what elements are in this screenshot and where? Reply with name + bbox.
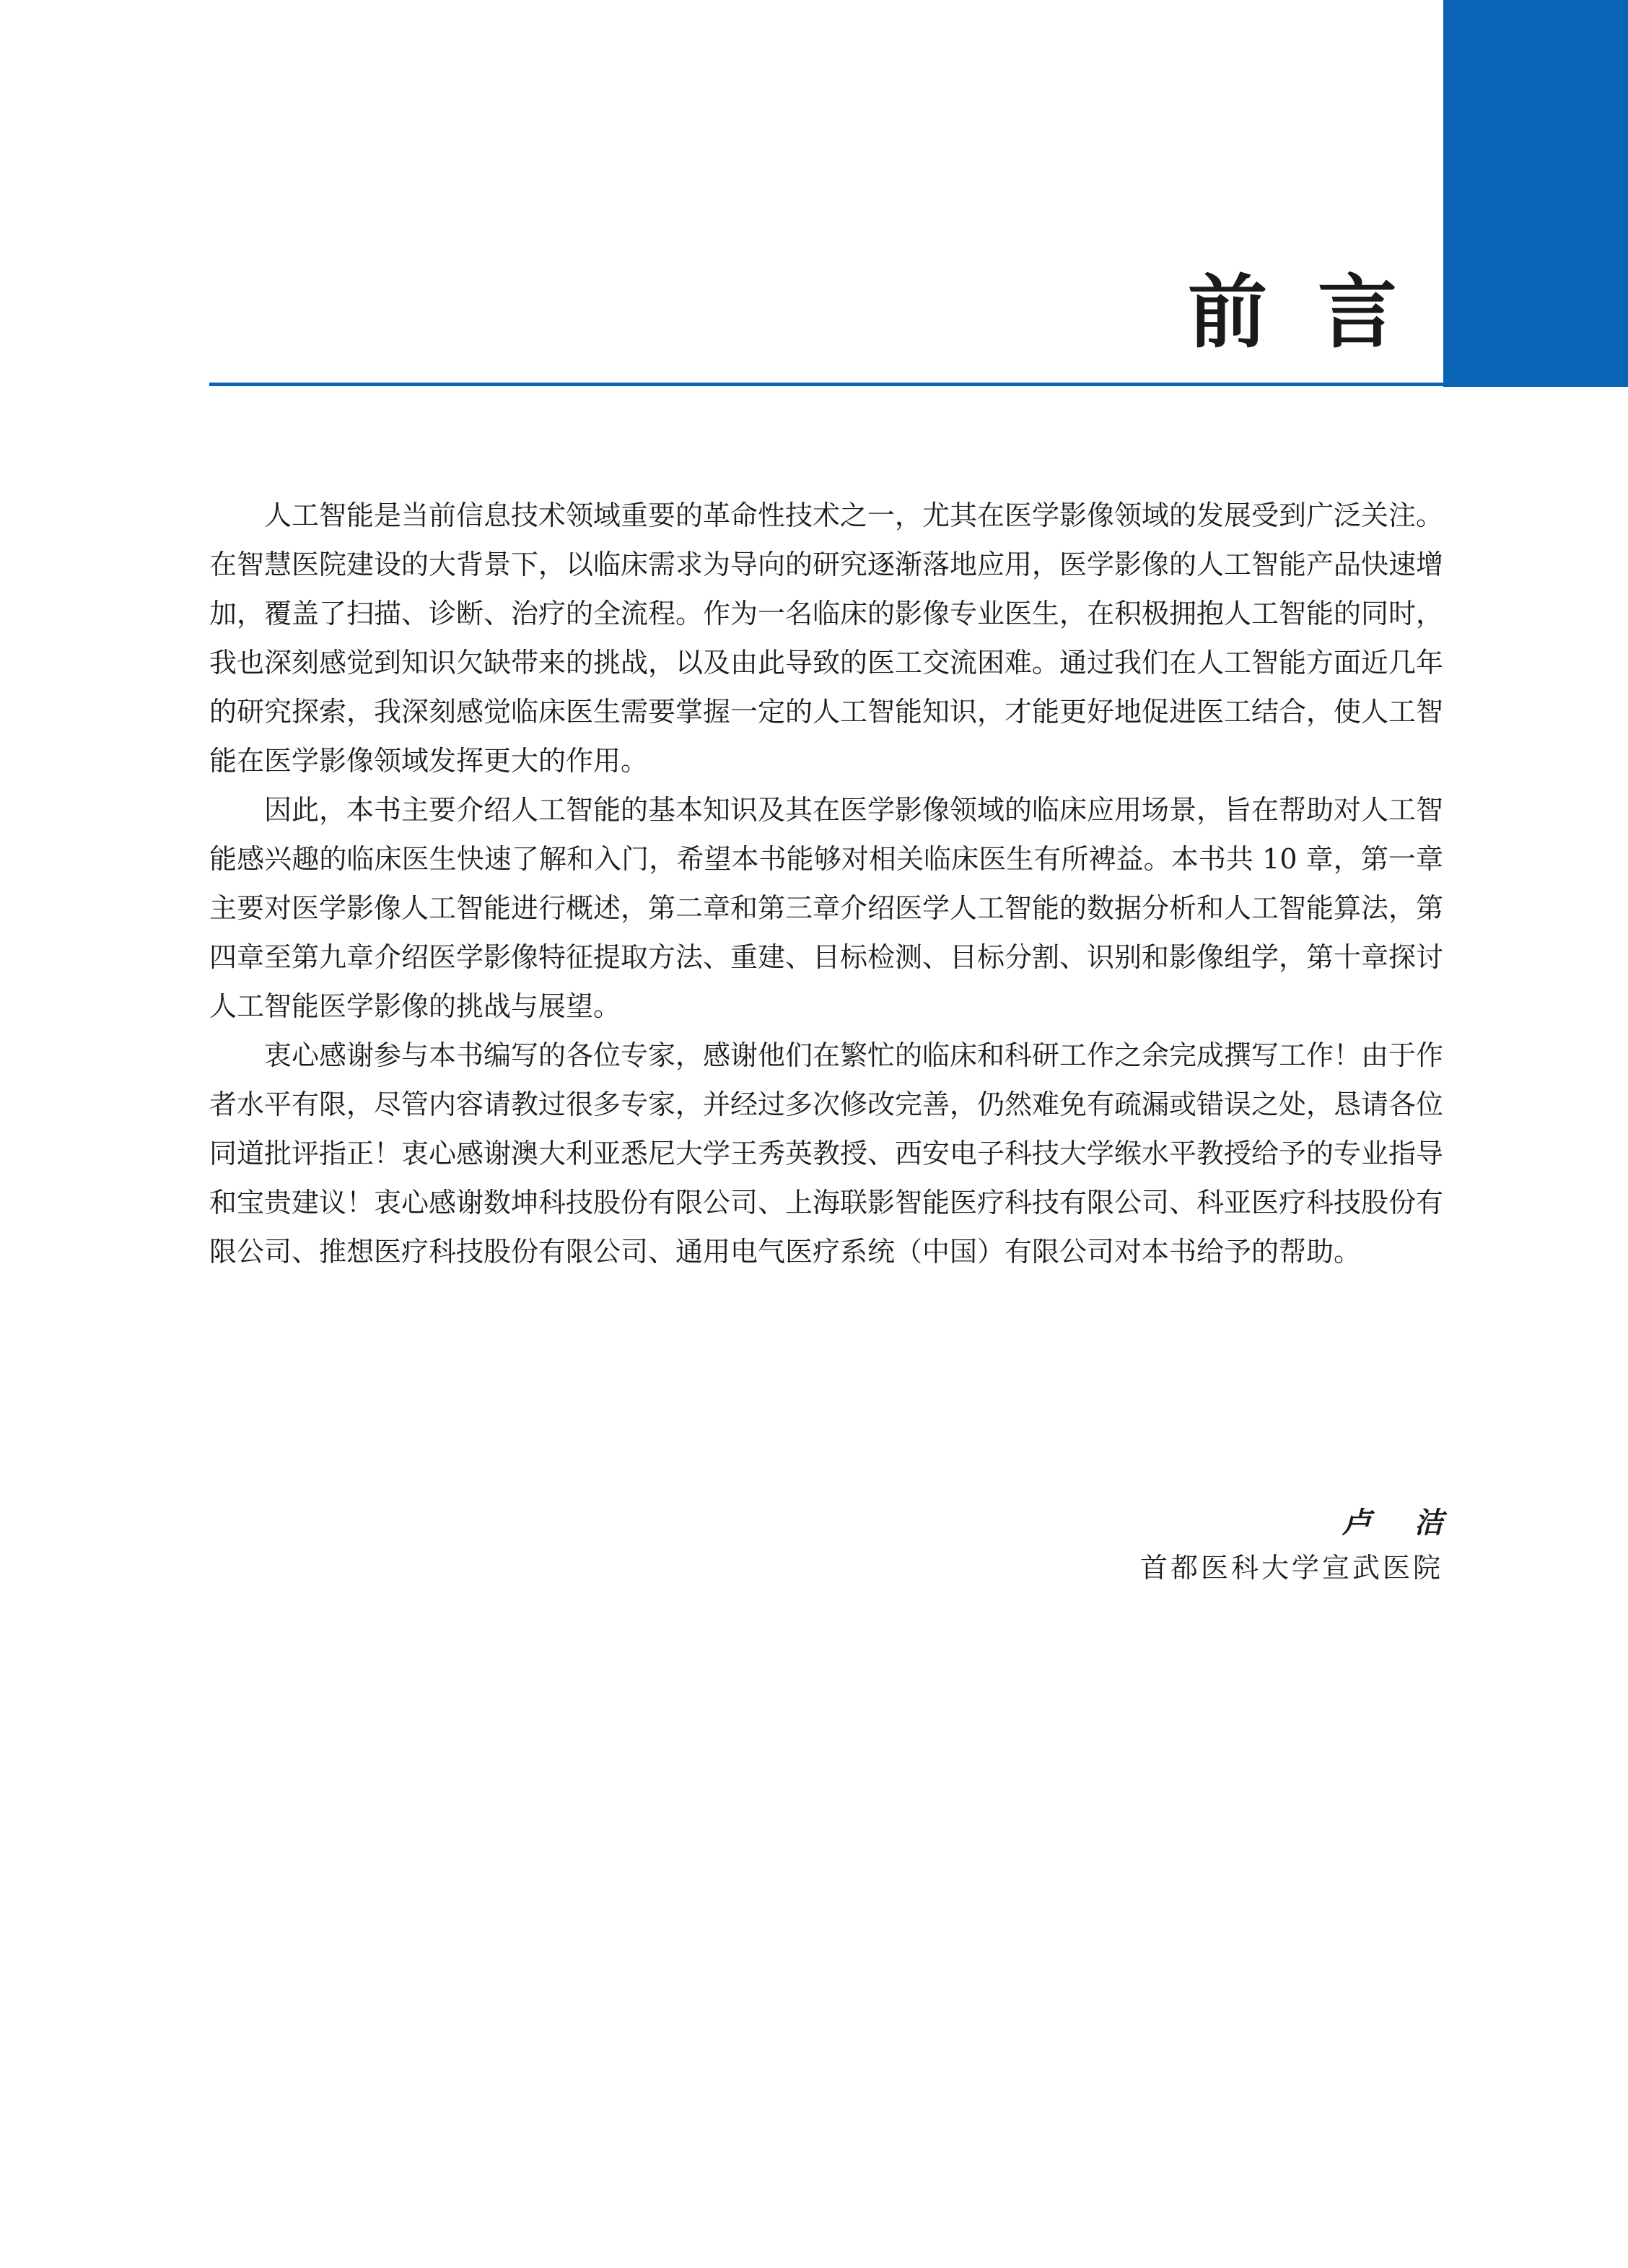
paragraph: 人工智能是当前信息技术领域重要的革命性技术之一，尤其在医学影像领域的发展受到广泛关注。在智慧医院建设的大背景下，以临床需求为导向的研究逐渐落地应用，医学影像的人工智能产品快速增加，覆盖了扫描、诊断、治疗的全流程。作为一名临床的影像专业医生，在积极拥抱人工智能的同时，我也深刻感觉到知识欠缺带来的挑战，以及由此导致的医工交流困难。通过我们在人工智能方面近几年的研究探索，我深刻感觉临床医生需要掌握一定的人工智能知识，才能更好地促进医工结合，使人工智能在医学影像领域发挥更大的作用。 — [209, 500, 1444, 777]
title-divider — [209, 383, 1443, 386]
author-name: 卢洁 — [1342, 1506, 1487, 1540]
signature-block — [1139, 1501, 1487, 1591]
author-affiliation: 首都医科大学宣武医院 — [1139, 1552, 1443, 1584]
paragraph: 衷心感谢参与本书编写的各位专家，感谢他们在繁忙的临床和科研工作之余完成撰写工作！由于作者水平有限，尽管内容请教过很多专家，并经过多次修改完善，仍然难免有疏漏或错误之处，恳请各位同道批评指正！衷心感谢澳大利亚悉尼大学王秀英教授、西安电子科技大学缑水平教授给予的专业指导和宝贵建议！衷心感谢数坤科技股份有限公司、上海联影智能医疗科技有限公司、科亚医疗科技股份有限公司、推想医疗科技股份有限公司、通用电气医疗系统（中国）有限公司对本书给予的帮助。 — [209, 1039, 1444, 1268]
page-title: 前言 — [1188, 266, 1448, 359]
preface-body — [209, 491, 1443, 1276]
paragraph: 因此，本书主要介绍人工智能的基本知识及其在医学影像领域的临床应用场景，旨在帮助对人工智能感兴趣的临床医生快速了解和入门，希望本书能够对相关临床医生有所裨益。本书共 10 章，第一章主要对医学影像人工智能进行概述，第二章和第三章介绍医学人工智能的数据分析和人工智能算法，第四章至第九章介绍医学影像特征提取方法、重建、目标检测、目标分割、识别和影像组学，第十章探讨人工智能医学影像的挑战与展望。 — [209, 794, 1444, 1022]
corner-color-tab — [1443, 0, 1628, 387]
